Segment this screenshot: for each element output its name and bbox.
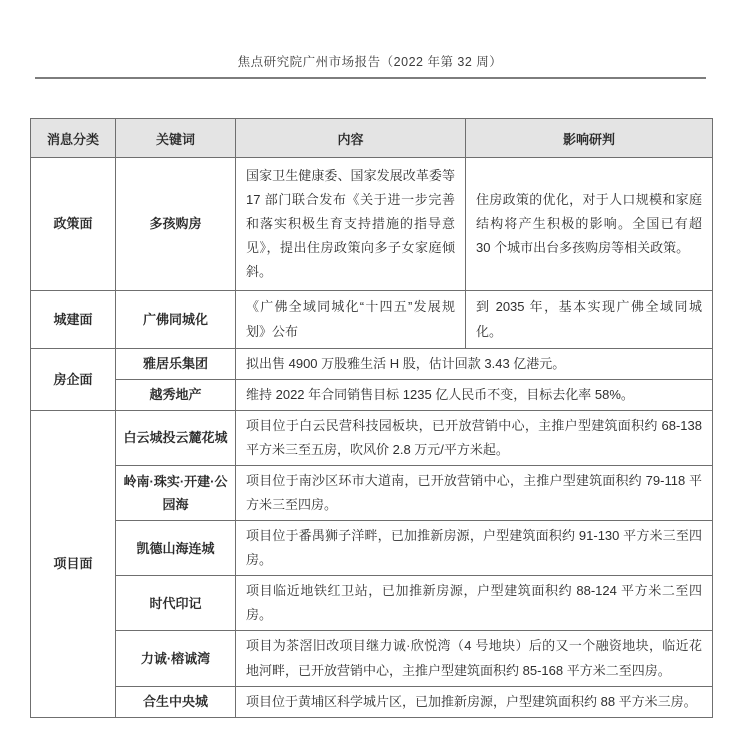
table-row bbox=[31, 466, 713, 521]
table-row bbox=[31, 576, 713, 631]
keyword-cell: 白云城投云麓花城 bbox=[116, 411, 236, 466]
content-cell: 国家卫生健康委、国家发展改革委等 17 部门联合发布《关于进一步完善和落实积极生育支持措施的指导意见》，提出住房政策向多子女家庭倾斜。 bbox=[236, 158, 466, 291]
category-cell-urban: 城建面 bbox=[31, 291, 116, 349]
page-title: 焦点研究院广州市场报告（2022 年第 32 周） bbox=[237, 55, 503, 69]
content-cell: 拟出售 4900 万股雅生活 H 股，估计回款 3.43 亿港元。 bbox=[236, 349, 713, 380]
keyword-cell: 时代印记 bbox=[116, 576, 236, 631]
content-cell: 项目为茶滘旧改项目继力诚·欣悦湾（4 号地块）后的又一个融资地块，临近花地河畔，已开放营销中心，主推户型建筑面积约 85-168 平方米二至四房。 bbox=[236, 631, 713, 686]
table-row bbox=[31, 158, 713, 291]
keyword-cell: 凯德山海连城 bbox=[116, 521, 236, 576]
table-row bbox=[31, 521, 713, 576]
table-header-row bbox=[31, 119, 713, 158]
content-cell: 项目临近地铁红卫站，已加推新房源，户型建筑面积约 88-124 平方米二至四房。 bbox=[236, 576, 713, 631]
keyword-cell: 合生中央城 bbox=[116, 686, 236, 717]
keyword-cell: 力诚·榕诚湾 bbox=[116, 631, 236, 686]
content-cell: 项目位于白云民营科技园板块，已开放营销中心，主推户型建筑面积约 68-138 平方米三至五房，吹风价 2.8 万元/平方米起。 bbox=[236, 411, 713, 466]
table-row bbox=[31, 686, 713, 717]
category-cell-developer: 房企面 bbox=[31, 349, 116, 411]
keyword-cell: 广佛同城化 bbox=[116, 291, 236, 349]
content-cell: 《广佛全域同城化“十四五”发展规划》公布 bbox=[236, 291, 466, 349]
col-header-category: 消息分类 bbox=[31, 119, 116, 158]
category-cell-policy: 政策面 bbox=[31, 158, 116, 291]
table-row bbox=[31, 411, 713, 466]
keyword-cell: 岭南·珠实·开建·公园海 bbox=[116, 466, 236, 521]
keyword-cell: 越秀地产 bbox=[116, 380, 236, 411]
table-row bbox=[31, 291, 713, 349]
impact-cell: 到 2035 年，基本实现广佛全域同城化。 bbox=[466, 291, 713, 349]
col-header-impact: 影响研判 bbox=[466, 119, 713, 158]
keyword-cell: 多孩购房 bbox=[116, 158, 236, 291]
header-divider bbox=[35, 77, 706, 79]
col-header-content: 内容 bbox=[236, 119, 466, 158]
table-row bbox=[31, 349, 713, 380]
content-cell: 项目位于南沙区环市大道南，已开放营销中心，主推户型建筑面积约 79-118 平方米三至四房。 bbox=[236, 466, 713, 521]
impact-cell: 住房政策的优化，对于人口规模和家庭结构将产生积极的影响。全国已有超 30 个城市出台多孩购房等相关政策。 bbox=[466, 158, 713, 291]
content-cell: 项目位于番禺狮子洋畔，已加推新房源，户型建筑面积约 91-130 平方米三至四房。 bbox=[236, 521, 713, 576]
col-header-keyword: 关键词 bbox=[116, 119, 236, 158]
content-cell: 维持 2022 年合同销售目标 1235 亿人民币不变，目标去化率 58%。 bbox=[236, 380, 713, 411]
report-page bbox=[0, 52, 740, 742]
table-row bbox=[31, 380, 713, 411]
content-cell: 项目位于黄埔区科学城片区，已加推新房源，户型建筑面积约 88 平方米三房。 bbox=[236, 686, 713, 717]
category-cell-project: 项目面 bbox=[31, 411, 116, 718]
keyword-cell: 雅居乐集团 bbox=[116, 349, 236, 380]
market-report-table bbox=[30, 118, 713, 718]
table-row bbox=[31, 631, 713, 686]
